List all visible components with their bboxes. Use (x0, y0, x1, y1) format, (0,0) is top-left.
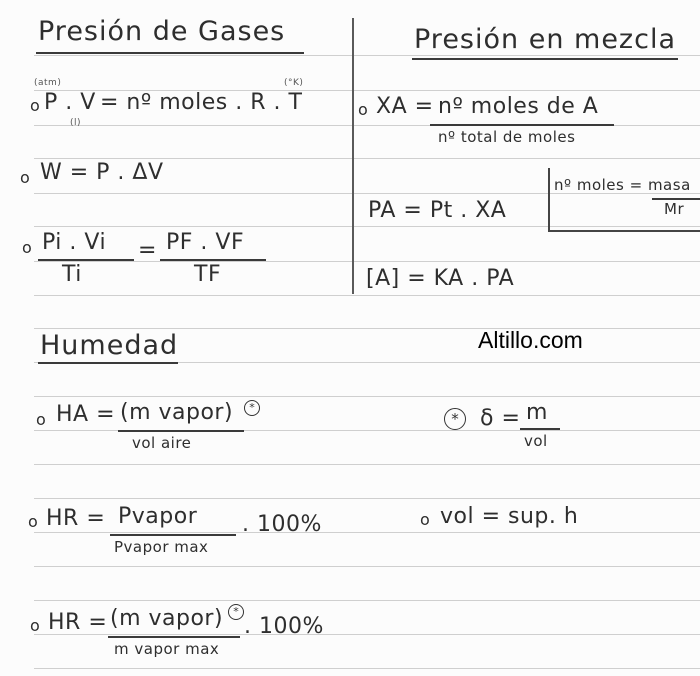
formula-molar-fraction-den: nº total de moles (438, 128, 576, 146)
fraction-bar (520, 428, 560, 430)
ruled-line (34, 295, 700, 296)
formula-combined-num-right: PF . VF (166, 230, 245, 255)
fraction-bar (160, 259, 266, 261)
heading-underline (412, 58, 678, 60)
asterisk-note-icon: * (228, 604, 244, 620)
formula-hr1-num: Pvapor (118, 504, 198, 529)
formula-density-num: m (526, 400, 548, 425)
ruled-line (34, 566, 700, 567)
asterisk-note-icon: * (244, 400, 260, 416)
ruled-line (34, 634, 700, 635)
formula-volume: vol = sup. h (440, 504, 579, 529)
formula-hr2-lhs: HR = (48, 610, 108, 635)
bullet: o (20, 168, 31, 187)
formula-hr2-den: m vapor max (114, 640, 220, 658)
formula-combined-equals: = (138, 238, 157, 263)
fraction-bar (118, 430, 244, 432)
unit-note-kelvin: (°K) (284, 78, 304, 88)
fraction-bar (108, 636, 240, 638)
bullet: o (420, 510, 431, 529)
formula-hr1-tail: . 100% (242, 512, 322, 537)
formula-ideal-gas-rhs: = nº moles . R . T (100, 90, 303, 115)
formula-hr1-den: Pvapor max (114, 538, 209, 556)
formula-henry: [A] = KA . PA (366, 266, 515, 291)
unit-note-atm: (atm) (34, 78, 62, 88)
heading-presion-gases: Presión de Gases (38, 16, 286, 47)
fraction-bar (430, 124, 614, 126)
bullet: o (30, 96, 41, 115)
ruled-line (34, 396, 700, 397)
ruled-line (34, 328, 700, 329)
formula-ha-lhs: HA = (56, 402, 116, 427)
heading-underline (36, 52, 304, 54)
formula-hr2-tail: . 100% (244, 614, 324, 639)
formula-molar-fraction-lhs: XA = (376, 94, 434, 119)
ruled-line (34, 55, 700, 56)
heading-presion-mezcla: Presión en mezcla (414, 24, 676, 55)
formula-hr2-num: (m vapor) (110, 606, 224, 631)
fraction-bar (38, 259, 134, 261)
bullet: o (36, 410, 47, 429)
bullet: o (30, 616, 41, 635)
formula-density-den: vol (524, 432, 548, 450)
asterisk-note-icon: * (444, 408, 466, 430)
watermark: Altillo.com (478, 327, 583, 353)
heading-humedad: Humedad (40, 330, 179, 361)
column-divider (352, 18, 354, 294)
ruled-line (34, 261, 700, 262)
ruled-line (34, 532, 700, 533)
formula-density-lhs: δ = (480, 406, 521, 431)
formula-combined-den-right: TF (194, 262, 222, 287)
heading-underline (38, 362, 178, 364)
formula-moles-den: Mr (664, 200, 685, 218)
formula-partial-pressure: PA = Pt . XA (368, 198, 507, 223)
formula-combined-num-left: Pi . Vi (42, 230, 107, 255)
formula-ha-den: vol aire (132, 434, 192, 452)
bullet: o (358, 100, 369, 119)
ruled-line (34, 498, 700, 499)
formula-ideal-gas-lhs: P . V (44, 90, 96, 115)
bullet: o (28, 512, 39, 531)
formula-hr1-lhs: HR = (46, 506, 106, 531)
fraction-bar (110, 534, 236, 536)
ruled-line (34, 464, 700, 465)
formula-work: W = P . ΔV (40, 160, 164, 185)
formula-ha-num: (m vapor) (120, 400, 234, 425)
ruled-line (34, 600, 700, 601)
formula-molar-fraction-num: nº moles de A (438, 94, 599, 119)
unit-note-l: (l) (70, 118, 82, 128)
formula-combined-den-left: Ti (62, 262, 82, 287)
ruled-line (34, 158, 700, 159)
bullet: o (22, 238, 33, 257)
formula-moles-num: nº moles = masa (554, 176, 691, 194)
ruled-line (34, 668, 700, 669)
